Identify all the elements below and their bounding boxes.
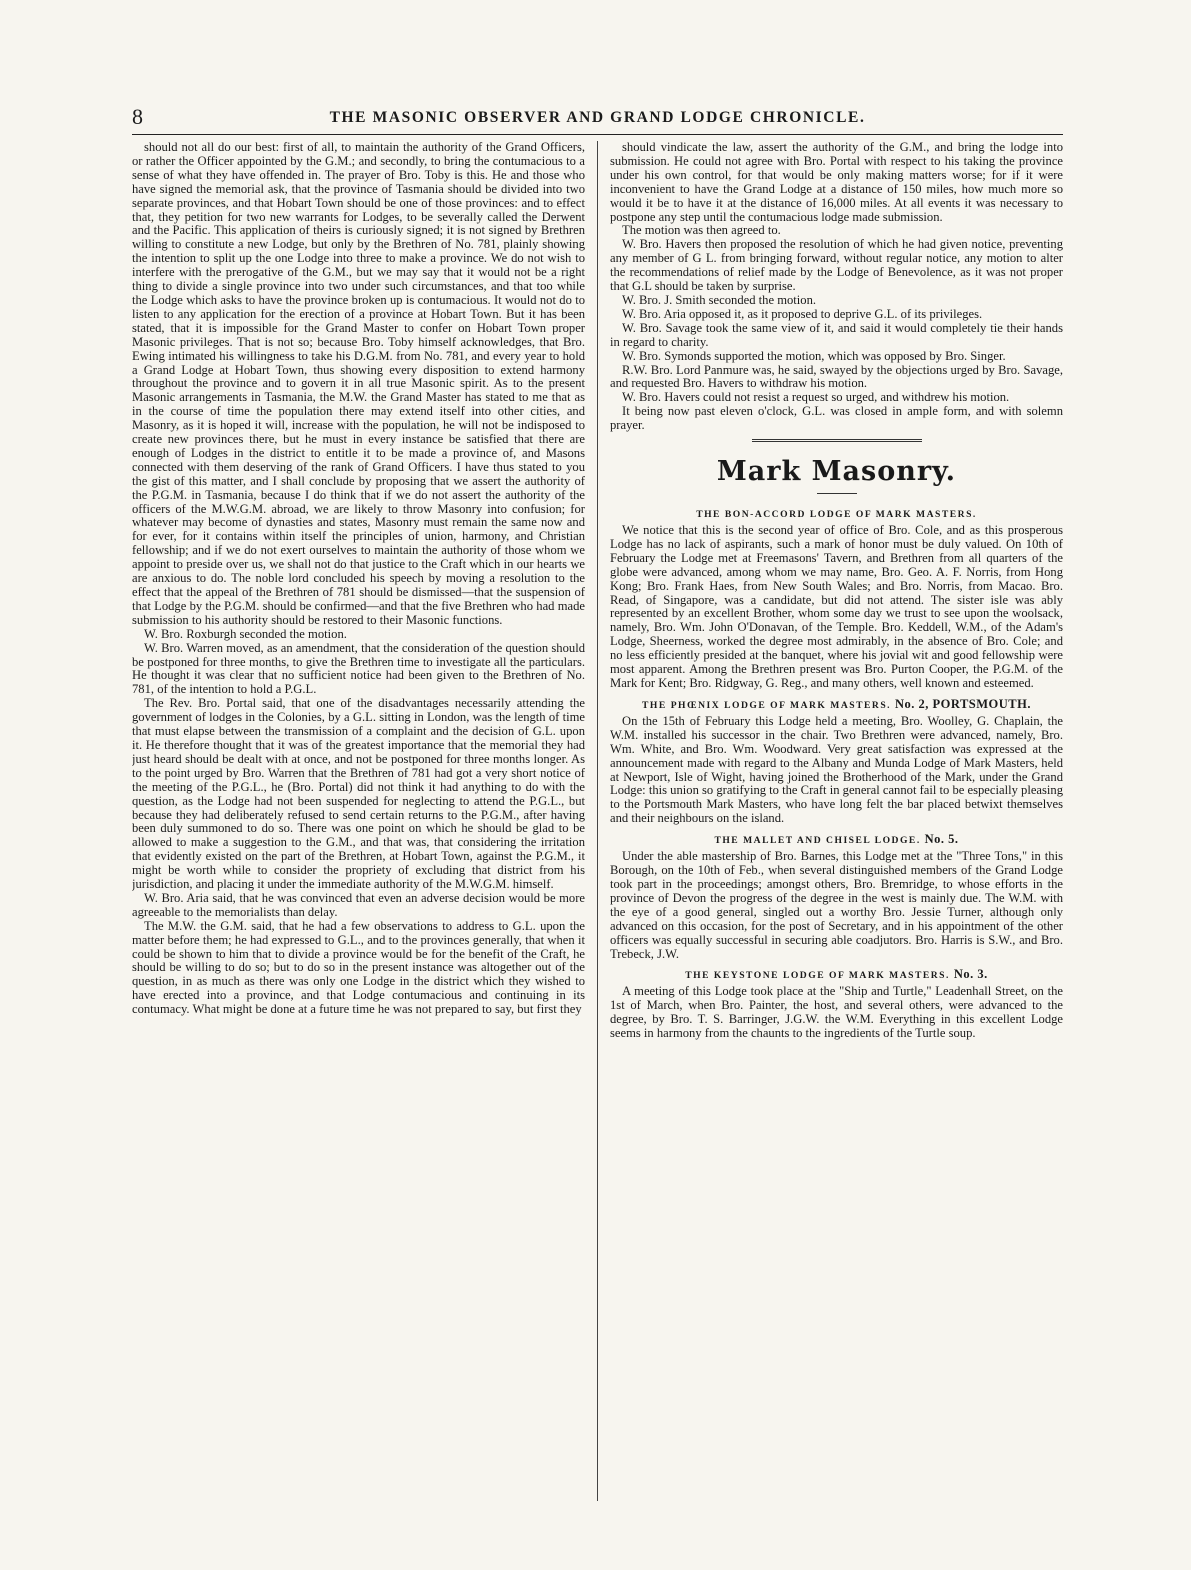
paragraph: The Rev. Bro. Portal said, that one of the disadvantages necessarily attending the government of lodges in the Colonies, by a G.L. sitting in London, was the length of time that must elapse between the transmission of a complaint and the decision of G.L. upon it. He therefore thought that it was of the greatest importance that the memorial they had just heard should be dealt with at once, and not be postponed for three months longer. As to the point urged by Bro. Warren that the Brethren of 781 had got a very short notice of the meeting of the P.G.L., he (Bro. Portal) did not think it had anything to do with the question, as the Lodge had not been suspended for neglecting to attend the P.G.L., but because they had deliberately refused to send certain returns to the P.G.M., after having been duly summoned to do so. There was one point on which he should be glad to be allowed to make a suggestion to the G.M., and that was, that considering the irritation that evidently existed on the part of the Brethren, at Hobart Town, against the P.G.M., it might be worth while to consider the propriety of excluding that district from his jurisdiction, and placing it under the immediate authority of the M.W.G.M. himself.: [132, 696, 585, 892]
lodge-report: We notice that this is the second year of office of Bro. Cole, and as this prosperous Lodge has no lack of aspirants, such a mark of honor must be duly valued. On 10th of February the Lodge met at Freemasons' Tavern, and Brethren from all quarters of the globe were advanced, among whom we may name, Bro. Geo. A. F. Norris, from Hong Kong; Bro. Frank Haes, from New South Wales; and Bro. Norris, from Macao. Bro. Read, of Singapore, was a candidate, but did not attend. The sister isle was ably represented by an excellent Brother, whom some day we trust to see upon the woolsack, namely, Bro. Wm. John O'Donavan, of the Temple. Bro. Keddell, W.M., of the Adam's Lodge, Sheerness, worked the degree most admirably, in the absence of Bro. Cole; and no less efficiently presided at the banquet, where his jovial wit and good fellowship were most apparent. Among the Brethren present was Bro. Purton Cooper, the P.G.M. of the Mark for Kent; Bro. Ridgway, G. Reg., and many others, well known and esteemed.: [610, 523, 1063, 690]
paragraph: W. Bro. Savage took the same view of it, and said it would completely tie their hands in regard to charity.: [610, 320, 1063, 349]
column-divider: [597, 141, 598, 1501]
page-number: 8: [132, 104, 143, 129]
section-title: Mark Masonry.: [716, 456, 957, 488]
lodge-heading: [610, 697, 1063, 712]
paragraph: W. Bro. Aria opposed it, as it proposed to deprive G.L. of its privileges.: [622, 306, 983, 321]
lodge-name: THE PHŒNIX LODGE OF MARK MASTERS.: [642, 699, 892, 711]
paragraph: W. Bro. Roxburgh seconded the motion.: [144, 626, 347, 641]
paragraph: W. Bro. J. Smith seconded the motion.: [622, 292, 817, 307]
lodge-report: A meeting of this Lodge took place at the "Ship and Turtle," Leadenhall Street, on the 1st of March, when Bro. Painter, the host, and several others, were advanced to the degree, by Bro. T. S. Barringer, J.G.W. the W.M. Everything in this excellent Lodge seems in harmony from the chaunts to the ingredients of the Turtle soup.: [610, 984, 1063, 1041]
lodge-report: On the 15th of February this Lodge held a meeting, Bro. Woolley, G. Chaplain, the W.M. installed his successor in the chair. Two Brethren were advanced, namely, Bro. Wm. White, and Bro. Wm. Woodward. Very great satisfaction was expressed at the announcement made with regard to the Albany and Munda Lodge of Mark Masters, held at Newport, Isle of Wight, having joined the Brotherhood of the Mark, under the Grand Lodge: this union so gratifying to the Craft in general cannot fail to be especially pleasing to the Portsmouth Mark Masters, who have long felt the bar placed betwixt themselves and their neighbours on the island.: [610, 713, 1063, 826]
right-column: [610, 141, 1063, 1501]
lodge-number: No. 5.: [924, 832, 959, 847]
running-title: THE MASONIC OBSERVER AND GRAND LODGE CHRONICLE.: [329, 109, 866, 126]
title-rule: [817, 493, 857, 494]
left-column: [132, 141, 585, 1501]
section-rule: [752, 439, 922, 442]
lodge-heading: [610, 832, 1063, 847]
paragraph: W. Bro. Aria said, that he was convinced that even an adverse decision would be more agreeable to the memorialists than delay.: [132, 890, 585, 919]
lodge-heading: [610, 506, 1063, 521]
paragraph: R.W. Bro. Lord Panmure was, he said, swayed by the objections urged by Bro. Savage, and requested Bro. Havers to withdraw his motion.: [610, 362, 1063, 391]
paragraph: W. Bro. Havers then proposed the resolution of which he had given notice, preventing any member of G L. from bringing forward, without regular notice, any motion to alter the recommendations of relief made by the Lodge of Benevolence, as it was not proper that G.L should be taken by surprise.: [610, 237, 1063, 294]
paragraph: The M.W. the G.M. said, that he had a few observations to address to G.L. upon the matter before them; he had expressed to G.L., and to the provinces generally, that when it could be shown to him that to divide a province would be for the benefit of the Craft, he should be willing to do so; but to do so in the present instance was altogether out of the question, in as much as there was only one Lodge in the district which they wished to have erected into a province, and that Lodge contumacious and continuing in its contumacy. What might be done at a future time he was not prepared to say, but first they: [132, 918, 585, 1017]
lodge-heading: [610, 967, 1063, 982]
paragraph: should vindicate the law, assert the authority of the G.M., and bring the lodge into submission. He could not agree with Bro. Portal with respect to his taking the province under his own control, for that would be only making matters worse; for if it were inconvenient to have the Grand Lodge at a distance of 150 miles, how much more so would it be to have it at the distance of 16,000 miles. At all events it was necessary to postpone any step until the contumacious lodge made submission.: [610, 141, 1063, 224]
paragraph: It being now past eleven o'clock, G.L. was closed in ample form, and with solemn prayer.: [610, 404, 1063, 433]
lodge-name: THE MALLET AND CHISEL LODGE.: [714, 835, 921, 847]
lodge-report: Under the able mastership of Bro. Barnes, this Lodge met at the "Three Tons," in this Borough, on the 10th of Feb., when several distinguished members of the Grand Lodge took part in the proceedings; amongst others, Bro. Bremridge, to whose efforts in the province of Devon the progress of the degree in the west is mainly due. The W.M. with the eye of a good general, singled out a worthy Bro. Jessie Turner, although only advanced on this occasion, for the post of Secretary, and in his appointment of the other officers was equally successful in securing able coadjutors. Bro. Harris is S.W., and Bro. Trebeck, J.W.: [610, 849, 1063, 961]
lodge-name: THE KEYSTONE LODGE OF MARK MASTERS.: [685, 970, 950, 982]
article-columns: [132, 141, 1063, 1501]
paragraph: W. Bro. Havers could not resist a request so urged, and withdrew his motion.: [622, 390, 1010, 405]
paragraph: The motion was then agreed to.: [622, 223, 781, 238]
page-header: [132, 104, 1063, 135]
lodge-name: THE BON-ACCORD LODGE OF MARK MASTERS.: [696, 509, 977, 521]
lodge-number: No. 3.: [953, 967, 988, 982]
lodge-number: No. 2, PORTSMOUTH.: [894, 696, 1031, 711]
paragraph: W. Bro. Warren moved, as an amendment, that the consideration of the question should be postponed for three months, to give the Brethren time to investigate all the particulars. He thought it was clear that no sufficient notice had been given to the Brethren of No. 781, of the intention to hold a P.G.L.: [132, 640, 585, 697]
paragraph: should not all do our best: first of all, to maintain the authority of the Grand Officers, or rather the Officer appointed by the G.M.; and secondly, to bring the contumacious to a sense of what they have offended in. The prayer of Bro. Toby is this. He and those who have signed the memorial ask, that the province of Tasmania should be divided into two separate provinces, and that Hobart Town should be one of those provinces: and to effect that, they petition for two new warrants for Lodges, to be severally called the Derwent and the Pacific. This application of theirs is curiously signed; it is not signed by Brethren willing to constitute a new Lodge, but only by the Brethren of No. 781, plainly showing the intention to split up the one Lodge into three to make a province. We do not wish to interfere with the prerogative of the G.M., but we may say that it would not be a right thing to divide a single province into two under such circumstances, and that too while the Lodge which asks to have the province broken up is contumacious. It would not do to listen to any application for the erection of a province at Hobart Town. But it has been stated, that it is impossible for the Grand Master to confer on Hobart Town proper Masonic privileges. That is not so; because Bro. Toby himself acknowledges, that Bro. Ewing intimated his willingness to take his D.G.M. from No. 781, and every year to hold a Grand Lodge at Hobart Town, thus showing every disposition to extend harmony throughout the province and to govern it in all true Masonic spirit. As to the present Masonic arrangements in Tasmania, the M.W. the Grand Master has stated to me that as in the course of time the population there may extend itself into other cities, and Masonry, as it is hoped it will, increase with the population, he will not be indisposed to create new provinces there, but he must in every instance be satisfied that there are enough of Lodges in the district to entitle it to be made a province of, and Masons connected with them deserving of the rank of Grand Officers. I have thus stated to you the gist of this matter, and I shall conclude by proposing that we assert the authority of the P.G.M. in Tasmania, because I do think that if we do not assert the authority of the officers of the M.W.G.M. abroad, we are likely to throw Masonry into confusion; for whatever may become of dynasties and states, Masonry must remain the same now and for ever, for it contains within itself the principles of union, harmony, and Christian fellowship; and if we do not exert ourselves to maintain the authority of those whom we appoint to preside over us, we shall not do that justice to the Craft which in our hearts we are anxious to do. The noble lord concluded his speech by moving a resolution to the effect that the appeal of the Brethren of 781 should be dismissed—that the suspension of that Lodge by the P.G.M. should be confirmed—and that the five Brethren who had made submission to his authority should be restored to their Masonic functions.: [132, 141, 585, 627]
paragraph: W. Bro. Symonds supported the motion, which was opposed by Bro. Singer.: [622, 348, 1006, 363]
